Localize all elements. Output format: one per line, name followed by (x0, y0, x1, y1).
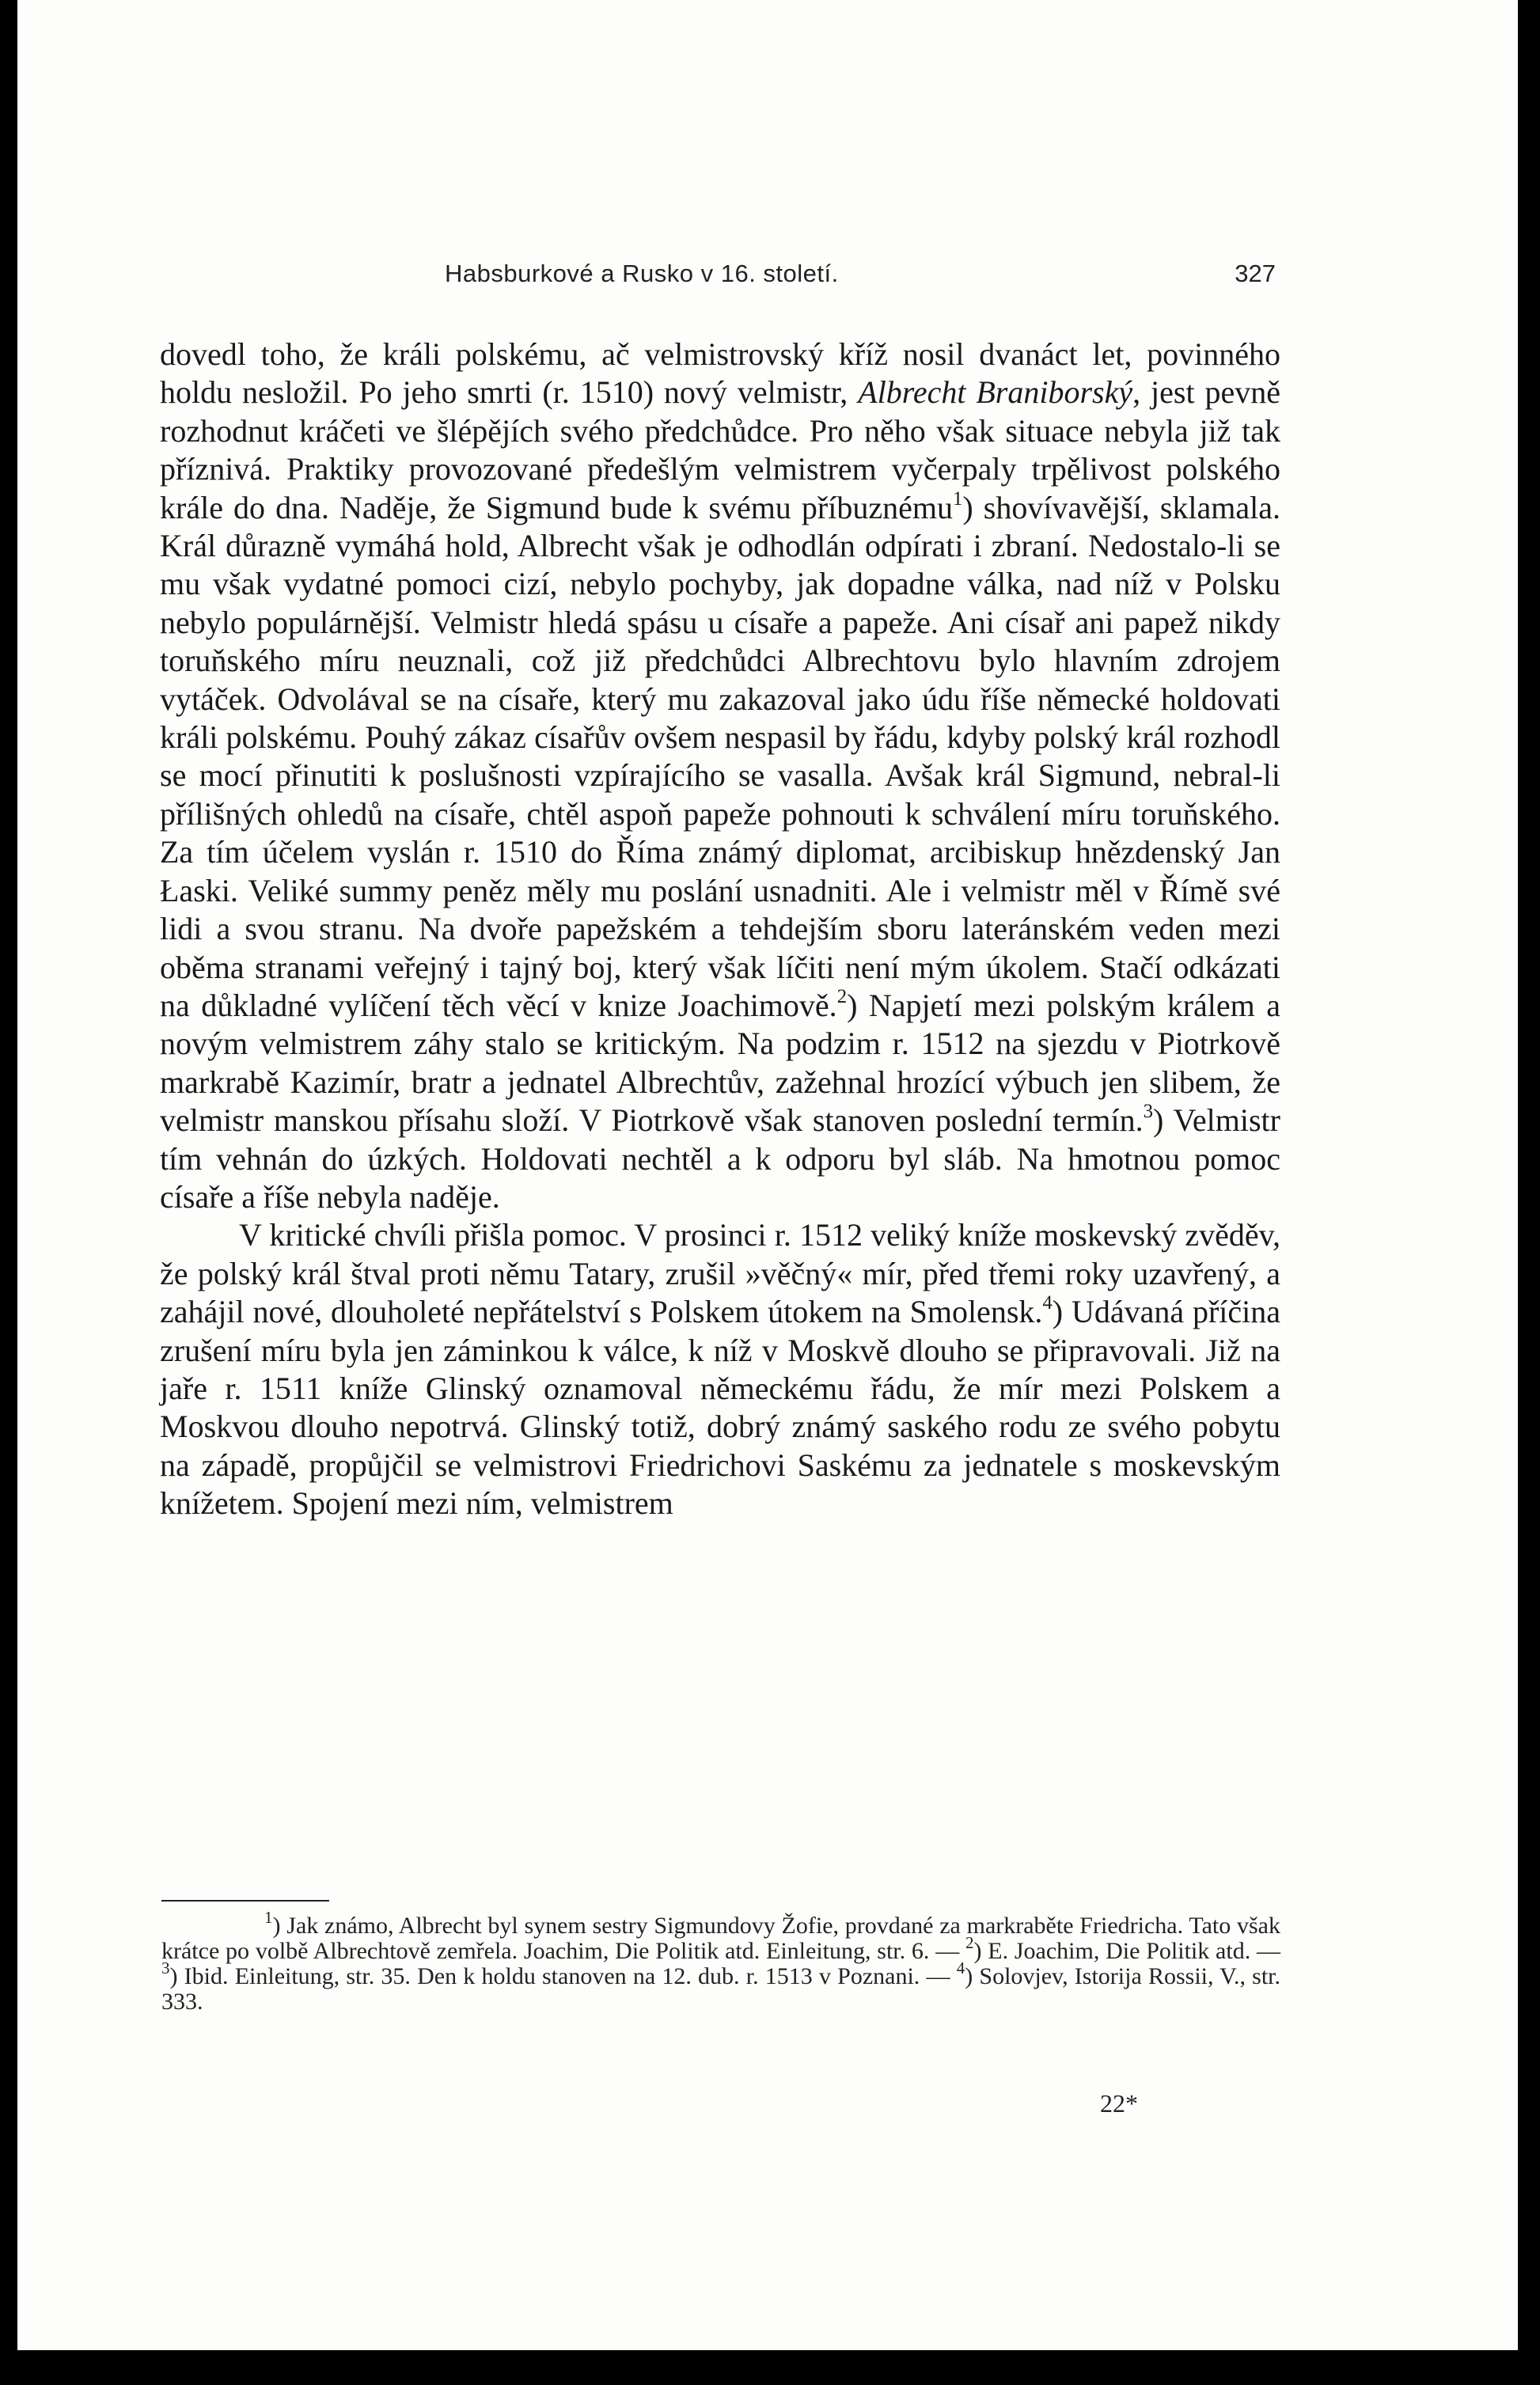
footnote-number: 4 (956, 1958, 965, 1977)
footnote-ref[interactable]: 1 (952, 487, 963, 510)
footnote-block: $^1$) Jak známo, Albrecht byl synem sestry Sigmundovy Žofie, provdané za markraběte Friedricha. Tato však krátce po volbě Albrechtově zemřela. Joachim, Die Politik atd. Einleitung, str. 6. — $^2$) E. Joachim, Die Politik atd. — $^3$) Ibid. Einleitung, str. 35. Den k holdu stanoven na 12. dub. r. 1513 v Poznani. — $^4$) Solovjev, Istorija Rossii, V., str. 333. (161, 1907, 1280, 2015)
paragraph: V kritické chvíli přišla pomoc. V prosinci r. 1512 veliký kníže moskevský zvěděv, že polský král štval proti němu Tatary, zrušil »věčný« mír, před třemi roky uzavřený, a zahájil nové, dlouholeté nepřátelství s Polskem útokem na Smolensk.$^4$) Udávaná příčina zrušení míru byla jen záminkou k válce, k níž v Moskvě dlouho se připravovali. Již na jaře r. 1511 kníže Glinský oznamoval německému řádu, že mír mezi Polskem a Moskvou dlouho nepotrvá. Glinský totiž, dobrý známý saského rodu ze svého pobytu na západě, propůjčil se velmistrovi Friedrichovi Saskému za jednatele s moskevským knížetem. Spojení mezi ním, velmistrem (160, 1217, 1280, 1522)
signature-mark: 22* (1100, 2089, 1138, 2118)
footnote-number: 2 (965, 1932, 974, 1952)
footnote-ref[interactable]: 2 (836, 986, 848, 1008)
footnotes (161, 1907, 1280, 2015)
paragraph: dovedl toho, že králi polskému, ač velmistrovský kříž nosil dvanáct let, povinného holdu nesložil. Po jeho smrti (r. 1510) nový velmistr, Albrecht Braniborský, jest pevně rozhodnut kráčeti ve šlépějích svého předchůdce. Pro něho však situace nebyla již tak příznivá. Praktiky provozované předešlým velmistrem vyčerpaly trpělivost polského krále do dna. Naděje, že Sigmund bude k svému příbuznému$^1$) shovívavější, sklamala. Král důrazně vymáhá hold, Albrecht však je odhodlán odpírati i zbraní. Nedostalo-li se mu však vydatné pomoci cizí, nebylo pochyby, jak dopadne válka, nad níž v Polsku nebylo populárnější. Velmistr hledá spásu u císaře a papeže. Ani císař ani papež nikdy toruňského míru neuznali, což již předchůdci Albrechtovu bylo hlavním zdrojem vytáček. Odvolával se na císaře, který mu zakazoval jako údu říše německé holdovati králi polskému. Pouhý zákaz císařův ovšem nespasil by řádu, kdyby polský král rozhodl se mocí přinutiti k poslušnosti vzpírajícího se vasalla. Avšak král Sigmund, nebral-li přílišných ohledů na císaře, chtěl aspoň papeže pohnouti k schválení míru toruňského. Za tím účelem vyslán r. 1510 do Říma známý diplomat, arcibiskup hnězdenský Jan Łaski. Veliké summy peněz měly mu poslání usnadniti. Ale i velmistr měl v Římě své lidi a svou stranu. Na dvoře papežském a tehdejším sboru lateránském veden mezi oběma stranami veřejný i tajný boj, který však líčiti není mým úkolem. Stačí odkázati na důkladné vylíčení těch věcí v knize Joachimově.$^2$) Napjetí mezi polským králem a novým velmistrem záhy stalo se kritickým. Na podzim r. 1512 na sjezdu v Piotrkově markrabě Kazimír, bratr a jednatel Albrechtův, zažehnal hrozící výbuch jen slibem, že velmistr manskou přísahu složí. V Piotrkově však stanoven poslední termín.$^3$) Velmistr tím vehnán do úzkých. Holdovati nechtěl a k odporu byl sláb. Na hmotnou pomoc císaře a říše nebyla naděje. (160, 336, 1281, 1215)
main-text (160, 336, 1280, 1523)
book-page (17, 0, 1518, 2350)
footnote-divider (161, 1900, 329, 1902)
footnote-number: 3 (161, 1958, 170, 1977)
page-number: 327 (1235, 260, 1276, 287)
running-header (445, 260, 1276, 299)
footnote-ref[interactable]: 4 (1042, 1292, 1053, 1314)
footnote-number: 1 (264, 1907, 273, 1927)
footnote-ref[interactable]: 3 (1143, 1101, 1154, 1123)
running-title: Habsburkové a Rusko v 16. století. (445, 260, 839, 287)
italic-name: Albrecht Braniborský (858, 374, 1133, 411)
